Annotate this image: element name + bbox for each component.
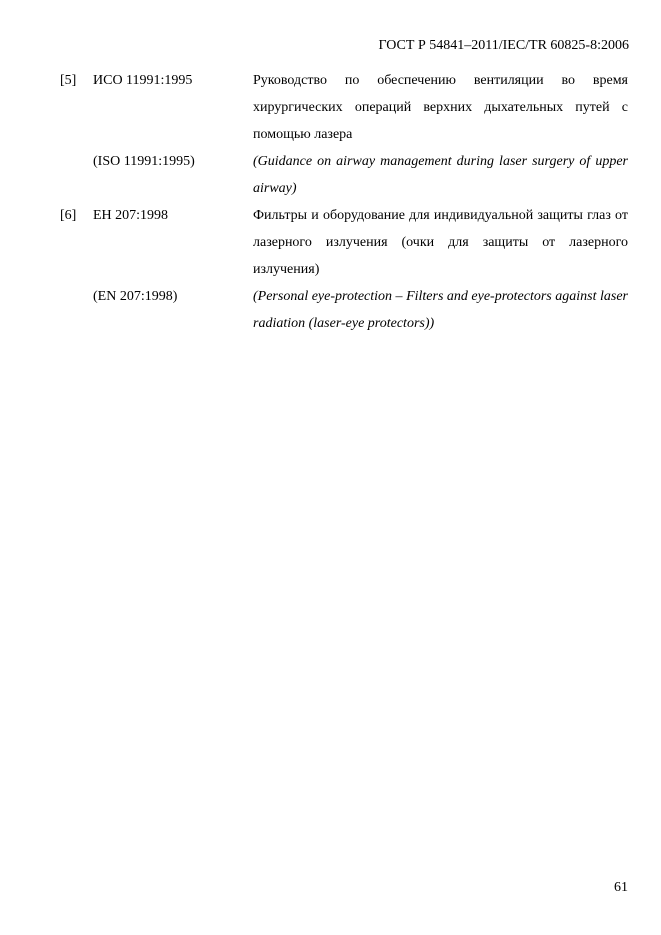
page-number: 61 xyxy=(614,880,628,895)
reference-title-en: (Guidance on airway management during laser surgery of upper airway) xyxy=(253,154,628,196)
document-header: ГОСТ Р 54841–2011/IEC/TR 60825-8:2006 xyxy=(378,38,629,53)
reference-code-en: (EN 207:1998) xyxy=(93,289,178,304)
reference-title-ru: Руководство по обеспечению вентиляции во время хирургических операций верхних дыхательных путей с помощью лазера xyxy=(253,73,628,142)
reference-code-ru: ЕН 207:1998 xyxy=(93,208,169,223)
reference-title-en: (Personal eye-protection – Filters and eye-protectors against laser radiation (laser-eye protectors)) xyxy=(253,289,628,331)
reference-number: [6] xyxy=(60,208,77,223)
reference-code-ru: ИСО 11991:1995 xyxy=(93,73,193,88)
reference-code-en: (ISO 11991:1995) xyxy=(93,154,195,169)
reference-number: [5] xyxy=(60,73,77,88)
reference-title-ru: Фильтры и оборудование для индивидуальной защиты глаз от лазерного излучения (очки для защиты от лазерного излучения) xyxy=(253,208,628,277)
